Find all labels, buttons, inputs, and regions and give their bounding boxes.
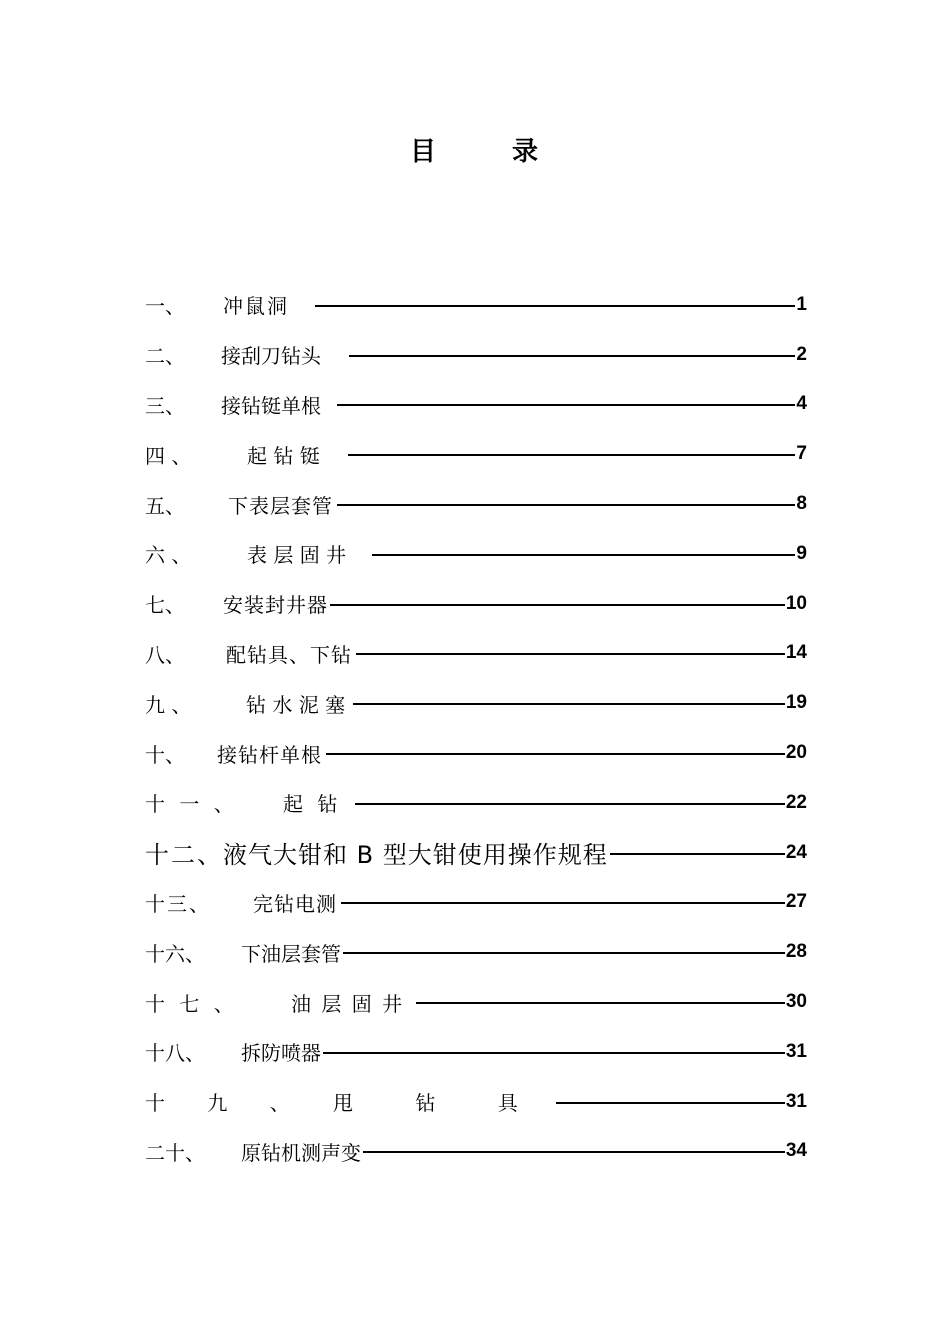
toc-entry-number: 十二、 [145, 841, 223, 870]
toc-leader-line [337, 404, 795, 406]
toc-entry-13[interactable] [145, 878, 807, 928]
toc-page-number: 27 [785, 891, 807, 913]
toc-page-number: 9 [796, 542, 807, 564]
toc-page-number: 34 [785, 1140, 807, 1162]
toc-entry-number: 十 九 、 [145, 1091, 308, 1116]
toc-page-number: 20 [785, 742, 807, 764]
toc-page-number: 31 [785, 1090, 807, 1112]
toc-page-number: 10 [785, 592, 807, 614]
toc-entry-label: 起 钻 铤 [247, 443, 320, 468]
toc-leader-line [363, 1151, 785, 1153]
toc-page-number: 2 [796, 343, 807, 365]
toc-leader-line [326, 753, 785, 755]
toc-entry-number: 十 七 、 [145, 991, 238, 1016]
toc-entry-8[interactable] [145, 629, 807, 679]
toc-entry-2[interactable] [145, 330, 807, 380]
toc-entry-9[interactable] [145, 678, 807, 728]
toc-page-number: 8 [796, 493, 807, 515]
toc-entry-label: 下表层套管 [228, 493, 333, 518]
toc-entry-label: 原钻机测声变 [241, 1140, 361, 1165]
toc-entry-number: 二、 [145, 344, 185, 369]
toc-leader-line [330, 604, 785, 606]
toc-leader-line [337, 504, 795, 506]
toc-entry-label: 下油层套管 [241, 941, 341, 966]
toc-entry-label: 钻 水 泥 塞 [246, 692, 346, 717]
toc-entry-label: 安装封井器 [223, 593, 328, 618]
toc-leader-line [356, 653, 785, 655]
toc-entry-label: 配钻具、下钻 [226, 642, 352, 667]
toc-entry-label: 拆防喷器 [241, 1041, 321, 1066]
toc-entry-number: 十八、 [145, 1041, 205, 1066]
toc-entry-number: 十 一 、 [145, 792, 238, 817]
toc-leader-line [341, 902, 785, 904]
toc-entry-label: 接刮刀钻头 [221, 344, 321, 369]
toc-entry-label: 冲鼠洞 [223, 294, 289, 319]
toc-entry-1[interactable] [145, 280, 807, 330]
toc-leader-line [416, 1002, 785, 1004]
toc-leader-line [323, 1052, 785, 1054]
toc-entry-label: 接钻杆单根 [217, 742, 322, 767]
toc-leader-line [349, 355, 795, 357]
toc-page-number: 7 [796, 443, 807, 465]
toc-leader-line [355, 803, 785, 805]
title-char-2: 录 [511, 137, 540, 167]
toc-leader-line [348, 454, 796, 456]
toc-entry-number: 八、 [145, 642, 185, 667]
title-char-1: 目 [409, 137, 438, 167]
toc-leader-line [610, 853, 785, 855]
toc-entry-15[interactable] [145, 977, 807, 1027]
toc-entry-number: 十三、 [145, 891, 211, 916]
toc-page-number: 28 [785, 941, 807, 963]
toc-leader-line [343, 952, 785, 954]
toc-entry-18[interactable] [145, 1127, 807, 1177]
toc-entry-4[interactable] [145, 429, 807, 479]
toc-entry-number: 六 、 [145, 543, 192, 568]
toc-page-number: 24 [785, 841, 807, 863]
toc-entry-17[interactable] [145, 1077, 807, 1127]
toc-entry-12[interactable] [145, 828, 807, 878]
toc-entry-10[interactable] [145, 728, 807, 778]
toc-entry-number: 九 、 [145, 692, 192, 717]
toc-entry-label: 接钻铤单根 [221, 393, 321, 418]
toc-leader-line [353, 703, 785, 705]
toc-entry-number: 十、 [145, 742, 185, 767]
page-title [0, 134, 950, 170]
toc-entry-number: 二十、 [145, 1140, 205, 1165]
toc-entry-label: 液气大钳和 B 型大钳使用操作规程 [223, 841, 608, 870]
toc-leader-line [556, 1102, 785, 1104]
toc-entry-5[interactable] [145, 479, 807, 529]
toc-page-number: 14 [785, 642, 807, 664]
toc-entry-number: 七、 [145, 593, 185, 618]
toc-entry-label: 表 层 固 井 [247, 543, 347, 568]
toc-entry-3[interactable] [145, 380, 807, 430]
toc-page-number: 4 [796, 393, 807, 415]
toc-page-number: 22 [785, 791, 807, 813]
toc-entry-number: 五、 [145, 493, 185, 518]
toc-page-number: 31 [785, 1040, 807, 1062]
toc-entry-number: 三、 [145, 393, 185, 418]
toc-leader-line [315, 305, 795, 307]
table-of-contents [145, 280, 807, 1176]
toc-entry-number: 一、 [145, 294, 185, 319]
toc-entry-number: 十六、 [145, 941, 205, 966]
toc-page-number: 30 [785, 991, 807, 1013]
toc-entry-11[interactable] [145, 778, 807, 828]
toc-entry-16[interactable] [145, 1027, 807, 1077]
toc-entry-7[interactable] [145, 579, 807, 629]
toc-entry-14[interactable] [145, 927, 807, 977]
toc-entry-label: 起 钻 [283, 792, 342, 817]
toc-page-number: 19 [785, 692, 807, 714]
toc-leader-line [372, 554, 795, 556]
toc-entry-6[interactable] [145, 529, 807, 579]
toc-page-number: 1 [796, 293, 807, 315]
toc-entry-label: 油 层 固 井 [291, 991, 405, 1016]
toc-entry-number: 四 、 [145, 443, 192, 468]
toc-entry-label: 完钻电测 [253, 891, 337, 916]
toc-entry-label: 甩 钻 具 [333, 1091, 546, 1116]
